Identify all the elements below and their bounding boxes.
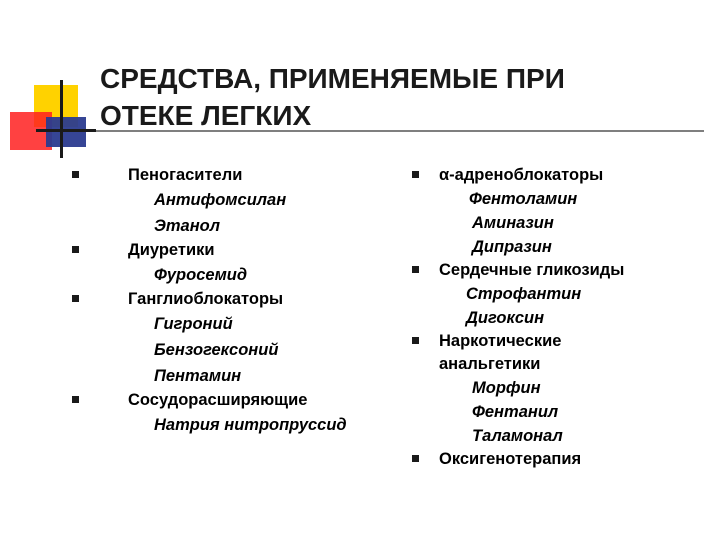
sub-item: Бензогексоний — [154, 341, 279, 359]
sub-item: Пентамин — [154, 367, 242, 385]
slide-title — [100, 60, 700, 134]
list-item-alpha-blockers — [412, 164, 712, 187]
sub-item: Дигоксин — [466, 309, 545, 327]
sub-item: Натрия нитропруссид — [154, 416, 347, 434]
decor-blue-square — [46, 117, 86, 147]
square-bullet-icon — [412, 266, 419, 273]
item-label: Пеногасители — [128, 166, 243, 184]
decor-vertical-line — [60, 80, 63, 158]
sub-item: Морфин — [472, 379, 541, 397]
sub-item: Фентоламин — [469, 190, 578, 208]
sub-item: Аминазин — [472, 214, 554, 232]
item-label-line-2: анальгетики — [439, 355, 541, 373]
square-bullet-icon — [72, 295, 79, 302]
sub-item: Дипразин — [472, 238, 552, 256]
square-bullet-icon — [412, 455, 419, 462]
decor-horizontal-line — [36, 129, 96, 132]
item-label: Ганглиоблокаторы — [128, 290, 284, 308]
sub-item: Фентанил — [472, 403, 559, 421]
list-item-cardiac-glycosides — [412, 259, 712, 282]
list-item-narcotic-analgesics — [412, 330, 712, 376]
list-item-diuretics — [72, 239, 392, 262]
sub-item: Антифомсилан — [154, 191, 287, 209]
square-bullet-icon — [72, 171, 79, 178]
item-label: Сосудорасширяющие — [128, 391, 308, 409]
title-line-2: ОТЕКЕ ЛЕГКИХ — [100, 100, 312, 131]
sub-item: Фуросемид — [154, 266, 248, 284]
item-label-line-1: Наркотические — [439, 332, 562, 350]
square-bullet-icon — [412, 171, 419, 178]
square-bullet-icon — [72, 396, 79, 403]
list-item-defoamers — [72, 164, 392, 187]
right-column — [412, 164, 712, 471]
item-label: α-адреноблокаторы — [439, 166, 604, 184]
sub-item: Строфантин — [466, 285, 582, 303]
sub-item: Таламонал — [472, 427, 563, 445]
item-label: Сердечные гликозиды — [439, 261, 625, 279]
item-label: Оксигенотерапия — [439, 450, 582, 468]
sub-item: Этанол — [154, 217, 221, 235]
title-line-1: СРЕДСТВА, ПРИМЕНЯЕМЫЕ ПРИ — [100, 63, 565, 94]
left-column — [72, 164, 392, 438]
square-bullet-icon — [72, 246, 79, 253]
square-bullet-icon — [412, 337, 419, 344]
sub-item: Гигроний — [154, 315, 233, 333]
list-item-vasodilators — [72, 389, 392, 412]
list-item-ganglioblockers — [72, 288, 392, 311]
item-label: Диуретики — [128, 241, 215, 259]
list-item-oxygen-therapy — [412, 448, 712, 471]
